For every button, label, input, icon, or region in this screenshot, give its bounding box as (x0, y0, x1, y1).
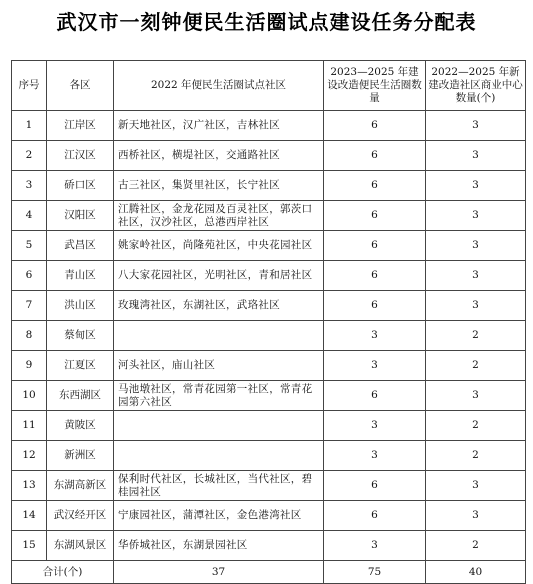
row-life-circle-count: 6 (324, 201, 426, 231)
table-row (12, 141, 526, 171)
row-district: 武汉经开区 (47, 501, 114, 531)
row-communities: 马池墩社区，常青花园第一社区，常青花园第六社区 (114, 381, 324, 411)
row-communities (114, 321, 324, 351)
table-row (12, 201, 526, 231)
row-district: 新洲区 (47, 441, 114, 471)
row-life-circle-count: 6 (324, 111, 426, 141)
row-life-circle-count: 3 (324, 411, 426, 441)
total-commercial-centers: 40 (426, 561, 526, 584)
row-communities (114, 441, 324, 471)
header-district: 各区 (47, 61, 114, 111)
row-life-circle-count: 6 (324, 171, 426, 201)
table-row (12, 171, 526, 201)
row-index: 10 (12, 381, 47, 411)
row-communities: 古三社区，集贤里社区，长宁社区 (114, 171, 324, 201)
row-index: 8 (12, 321, 47, 351)
header-index: 序号 (12, 61, 47, 111)
row-communities: 保利时代社区，长城社区，当代社区，碧桂园社区 (114, 471, 324, 501)
row-district: 洪山区 (47, 291, 114, 321)
row-commercial-center-count: 3 (426, 381, 526, 411)
row-commercial-center-count: 3 (426, 231, 526, 261)
header-commercial-center-count: 2022—2025 年新建改造社区商业中心数量(个) (426, 61, 526, 111)
table-row (12, 351, 526, 381)
task-allocation-table (11, 60, 526, 584)
row-communities: 八大家花园社区，光明社区，青和居社区 (114, 261, 324, 291)
row-commercial-center-count: 2 (426, 531, 526, 561)
row-index: 12 (12, 441, 47, 471)
row-district: 青山区 (47, 261, 114, 291)
table-row (12, 381, 526, 411)
row-index: 6 (12, 261, 47, 291)
row-district: 东湖高新区 (47, 471, 114, 501)
row-index: 11 (12, 411, 47, 441)
row-communities: 姚家岭社区，尚隆苑社区，中央花园社区 (114, 231, 324, 261)
row-communities: 宁康园社区，蒲潭社区，金色港湾社区 (114, 501, 324, 531)
row-index: 15 (12, 531, 47, 561)
row-communities: 西桥社区，横堤社区，交通路社区 (114, 141, 324, 171)
table-row (12, 111, 526, 141)
row-life-circle-count: 3 (324, 531, 426, 561)
row-commercial-center-count: 3 (426, 141, 526, 171)
table-row (12, 441, 526, 471)
table-total-row (12, 561, 526, 584)
row-district: 江夏区 (47, 351, 114, 381)
row-district: 蔡甸区 (47, 321, 114, 351)
table-row (12, 321, 526, 351)
table-row (12, 531, 526, 561)
row-index: 9 (12, 351, 47, 381)
row-commercial-center-count: 3 (426, 171, 526, 201)
table-header-row (12, 61, 526, 111)
row-life-circle-count: 6 (324, 501, 426, 531)
row-life-circle-count: 6 (324, 291, 426, 321)
row-district: 汉阳区 (47, 201, 114, 231)
row-communities: 华侨城社区，东湖景园社区 (114, 531, 324, 561)
row-life-circle-count: 3 (324, 351, 426, 381)
row-life-circle-count: 3 (324, 321, 426, 351)
row-commercial-center-count: 3 (426, 471, 526, 501)
header-pilot-communities: 2022 年便民生活圈试点社区 (114, 61, 324, 111)
row-communities: 河头社区，庙山社区 (114, 351, 324, 381)
row-life-circle-count: 6 (324, 471, 426, 501)
table-row (12, 471, 526, 501)
row-life-circle-count: 6 (324, 261, 426, 291)
row-district: 江汉区 (47, 141, 114, 171)
row-commercial-center-count: 3 (426, 201, 526, 231)
row-commercial-center-count: 3 (426, 291, 526, 321)
row-communities: 江腾社区，金龙花园及百灵社区，郭茨口社区，汉沙社区，总港西岸社区 (114, 201, 324, 231)
row-district: 武昌区 (47, 231, 114, 261)
row-communities: 新天地社区，汉广社区，吉林社区 (114, 111, 324, 141)
row-commercial-center-count: 3 (426, 261, 526, 291)
row-district: 东湖风景区 (47, 531, 114, 561)
table-row (12, 291, 526, 321)
row-life-circle-count: 6 (324, 381, 426, 411)
row-life-circle-count: 6 (324, 141, 426, 171)
row-life-circle-count: 3 (324, 441, 426, 471)
header-life-circle-count: 2023—2025 年建设改造便民生活圈数量 (324, 61, 426, 111)
row-index: 14 (12, 501, 47, 531)
row-district: 黄陂区 (47, 411, 114, 441)
page-title: 武汉市一刻钟便民生活圈试点建设任务分配表 (56, 10, 477, 34)
row-district: 东西湖区 (47, 381, 114, 411)
row-index: 2 (12, 141, 47, 171)
row-communities: 玫瑰湾社区，东湖社区，武珞社区 (114, 291, 324, 321)
row-commercial-center-count: 3 (426, 111, 526, 141)
table-row (12, 261, 526, 291)
table-row (12, 411, 526, 441)
total-communities: 37 (114, 561, 324, 584)
row-life-circle-count: 6 (324, 231, 426, 261)
table-row (12, 501, 526, 531)
table-row (12, 231, 526, 261)
row-commercial-center-count: 3 (426, 501, 526, 531)
row-commercial-center-count: 2 (426, 411, 526, 441)
row-commercial-center-count: 2 (426, 321, 526, 351)
row-index: 3 (12, 171, 47, 201)
row-index: 5 (12, 231, 47, 261)
total-life-circles: 75 (324, 561, 426, 584)
row-district: 江岸区 (47, 111, 114, 141)
row-commercial-center-count: 2 (426, 351, 526, 381)
row-communities (114, 411, 324, 441)
row-index: 4 (12, 201, 47, 231)
row-commercial-center-count: 2 (426, 441, 526, 471)
total-label: 合计(个) (12, 561, 114, 584)
row-index: 13 (12, 471, 47, 501)
row-index: 1 (12, 111, 47, 141)
row-district: 硚口区 (47, 171, 114, 201)
row-index: 7 (12, 291, 47, 321)
